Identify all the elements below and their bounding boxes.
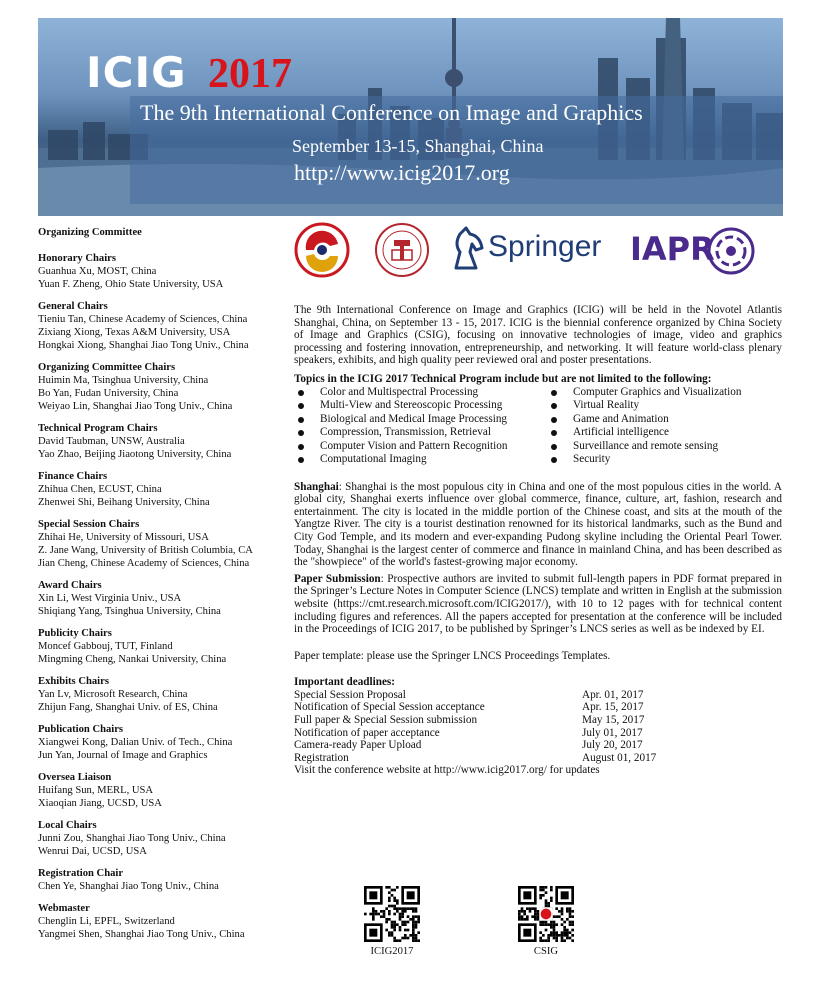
committee-member: Yangmei Shen, Shanghai Jiao Tong Univ., China xyxy=(38,929,245,940)
committee-group-title: Oversea Liaison xyxy=(38,772,112,783)
committee-groups xyxy=(38,252,288,941)
visit-website-note: Visit the conference website at http://www.icig2017.org/ for updates xyxy=(294,764,600,777)
committee-member: Jian Cheng, Chinese Academy of Sciences, China xyxy=(38,558,250,569)
committee-group-title: General Chairs xyxy=(38,301,108,312)
submission-lead: Paper Submission xyxy=(294,572,381,585)
qr-label-csig: CSIG xyxy=(533,946,559,957)
committee-member: Zhijun Fang, Shanghai Univ. of ES, China xyxy=(38,702,218,713)
committee-heading: Organizing Committee xyxy=(38,227,142,238)
committee-group-title: Honorary Chairs xyxy=(38,253,116,264)
springer-horse-icon xyxy=(450,226,486,270)
committee-group xyxy=(38,675,288,714)
committee-group-title: Special Session Chairs xyxy=(38,519,140,530)
committee-group-title: Finance Chairs xyxy=(38,471,108,482)
qr-label-icig: ICIG2017 xyxy=(370,946,414,957)
committee-member: Xiaoqian Jiang, UCSD, USA xyxy=(38,798,162,809)
committee-group xyxy=(38,771,288,810)
submission-text: : Prospective authors are invited to submit full-length papers in PDF format prepared in the Springer’s Lecture Notes in Computer Science (LNCS) template and written in English at the submission website (https://cmt.research.microsoft.com/ICIG2017/), with 10 to 12 pages with for technical content including figures and references. All the papers accepted for presentation at the conference will be included in the Proceedings of ICIG 2017, to be published by Springer’s LNCS series as well as be indexed by EI. xyxy=(294,572,782,636)
committee-member: Shiqiang Yang, Tsinghua University, China xyxy=(38,606,221,617)
shanghai-lead: Shanghai xyxy=(294,480,339,493)
committee-member: Zhenwei Shi, Beihang University, China xyxy=(38,497,210,508)
shanghai-paragraph xyxy=(294,481,782,569)
committee-group xyxy=(38,300,288,352)
committee-member: Weiyao Lin, Shanghai Jiao Tong Univ., China xyxy=(38,401,233,412)
conference-url[interactable]: http://www.icig2017.org xyxy=(294,160,510,185)
committee-group-title: Award Chairs xyxy=(38,580,102,591)
topics-heading: Topics in the ICIG 2017 Technical Program include but are not limited to the following: xyxy=(294,372,712,385)
committee-member: Xiangwei Kong, Dalian Univ. of Tech., China xyxy=(38,737,233,748)
topic-item: Computational Imaging xyxy=(294,453,547,467)
committee-member: Guanhua Xu, MOST, China xyxy=(38,266,157,277)
sjtu-seal-icon xyxy=(374,222,430,278)
committee-group xyxy=(38,579,288,618)
deadline-row: Camera-ready Paper Upload July 20, 2017 xyxy=(294,739,643,752)
topic-item: Computer Vision and Pattern Recognition xyxy=(294,440,547,454)
deadlines-heading: Important deadlines: xyxy=(294,676,396,689)
conference-banner xyxy=(38,18,783,216)
committee-group-title: Organizing Committee Chairs xyxy=(38,362,176,373)
topic-item: Multi-View and Stereoscopic Processing xyxy=(294,399,547,413)
committee-group xyxy=(38,867,288,893)
committee-member: Chen Ye, Shanghai Jiao Tong Univ., China xyxy=(38,881,219,892)
qr-code-icon[interactable] xyxy=(364,886,420,942)
committee-group xyxy=(38,252,288,291)
committee-group xyxy=(38,723,288,762)
committee-member: Mingming Cheng, Nankai University, China xyxy=(38,654,227,665)
topic-item: Game and Animation xyxy=(547,413,777,427)
deadline-row: Special Session Proposal Apr. 01, 2017 xyxy=(294,688,644,701)
submission-paragraph xyxy=(294,573,782,636)
sponsor-logos xyxy=(294,220,764,282)
committee-member: Huifang Sun, MERL, USA xyxy=(38,785,154,796)
topics-list xyxy=(294,386,782,467)
shanghai-text: : Shanghai is the most populous city in China and one of the most populous cities in the world. A global city, Shanghai exerts influence over global commerce, finance, culture, art, fashion, research and entertainment. The city is located in the middle portion of the Chinese coast, and sits at the mouth of the Yangtze River. The city is a tourist destination renowned for its historical landmarks, such as the Bund and City God Temple, and its modern and ever-expanding Pudong skyline including the Oriental Pearl Tower. Today, Shanghai is the largest center of commerce and finance in mainland China, and has been described as the "showpiece" of the world's fastest-growing major economy. xyxy=(294,480,782,569)
committee-member: Zhihai He, University of Missouri, USA xyxy=(38,532,209,543)
qr-code-icon[interactable] xyxy=(518,886,574,942)
committee-member: Zixiang Xiong, Texas A&M University, USA xyxy=(38,327,231,338)
topic-item: Computer Graphics and Visualization xyxy=(547,386,777,400)
topic-item: Artificial intelligence xyxy=(547,426,777,440)
topic-item: Biological and Medical Image Processing xyxy=(294,413,547,427)
committee-group xyxy=(38,470,288,509)
qr-icig xyxy=(364,886,420,957)
committee-group xyxy=(38,627,288,666)
committee-member: Yuan F. Zheng, Ohio State University, USA xyxy=(38,279,224,290)
committee-member: Tieniu Tan, Chinese Academy of Sciences, China xyxy=(38,314,248,325)
committee-member: Jun Yan, Journal of Image and Graphics xyxy=(38,750,208,761)
topic-item: Color and Multispectral Processing xyxy=(294,386,547,400)
committee-member: Z. Jane Wang, University of British Columbia, CA xyxy=(38,545,253,556)
topic-item: Security xyxy=(547,453,777,467)
springer-logo: Springer xyxy=(488,230,602,263)
committee-member: Zhihua Chen, ECUST, China xyxy=(38,484,162,495)
icig-logo-year: 2017 xyxy=(208,51,292,97)
committee-member: Huimin Ma, Tsinghua University, China xyxy=(38,375,209,386)
committee-group xyxy=(38,422,288,461)
committee-group xyxy=(38,902,288,941)
deadlines-table xyxy=(294,689,782,765)
committee-group xyxy=(38,518,288,570)
icig-logo-text: ICIG xyxy=(86,48,187,97)
committee-group xyxy=(38,819,288,858)
committee-member: Yan Lv, Microsoft Research, China xyxy=(38,689,188,700)
iapr-swirl-icon xyxy=(706,226,756,276)
committee-member: Junni Zou, Shanghai Jiao Tong Univ., China xyxy=(38,833,226,844)
committee-group xyxy=(38,361,288,413)
deadline-row: Full paper & Special Session submission May 15, 2017 xyxy=(294,714,645,727)
committee-member: Bo Yan, Fudan University, China xyxy=(38,388,179,399)
committee-group-title: Exhibits Chairs xyxy=(38,676,109,687)
committee-member: Wenrui Dai, UCSD, USA xyxy=(38,846,147,857)
committee-group-title: Local Chairs xyxy=(38,820,97,831)
committee-member: Chenglin Li, EPFL, Switzerland xyxy=(38,916,175,927)
committee-group-title: Webmaster xyxy=(38,903,90,914)
iapr-logo: IAPR xyxy=(630,230,715,268)
template-note: Paper template: please use the Springer LNCS Proceedings Templates. xyxy=(294,649,611,662)
main-content xyxy=(294,304,782,777)
committee-group-title: Registration Chair xyxy=(38,868,124,879)
deadline-row: Notification of Special Session acceptance Apr. 15, 2017 xyxy=(294,701,644,714)
intro-paragraph: The 9th International Conference on Image and Graphics (ICIG) will be held in the Novotel Atlantis Shanghai, China, on September 13 - 15, 2017. ICIG is the biennial conference organized by China Society of Image and Graphics (CSIG), focusing on innovative technologies of image, video and graphics processing and fostering innovation, entrepreneurship, and networking. It will feature world-class plenary speakers, exhibits, and high quality peer reviewed oral and poster presentations. xyxy=(294,304,782,367)
committee-group-title: Technical Program Chairs xyxy=(38,423,158,434)
committee-group-title: Publication Chairs xyxy=(38,724,124,735)
topic-item: Surveillance and remote sensing xyxy=(547,440,777,454)
committee-group-title: Publicity Chairs xyxy=(38,628,112,639)
topic-item: Compression, Transmission, Retrieval xyxy=(294,426,547,440)
qr-csig xyxy=(518,886,574,957)
csig-logo-icon xyxy=(294,222,350,278)
topic-item: Virtual Reality xyxy=(547,399,777,413)
committee-member: Yao Zhao, Beijing Jiaotong University, China xyxy=(38,449,232,460)
conference-title: The 9th International Conference on Image and Graphics xyxy=(140,100,643,125)
committee-member: Hongkai Xiong, Shanghai Jiao Tong Univ., China xyxy=(38,340,249,351)
organizing-committee xyxy=(38,226,288,950)
committee-member: David Taubman, UNSW, Australia xyxy=(38,436,185,447)
committee-member: Xin Li, West Virginia Univ., USA xyxy=(38,593,182,604)
deadline-row: Notification of paper acceptance July 01, 2017 xyxy=(294,726,643,739)
deadline-row: Registration August 01, 2017 xyxy=(294,751,657,764)
conference-date-location: September 13-15, Shanghai, China xyxy=(292,136,544,156)
committee-member: Moncef Gabbouj, TUT, Finland xyxy=(38,641,173,652)
